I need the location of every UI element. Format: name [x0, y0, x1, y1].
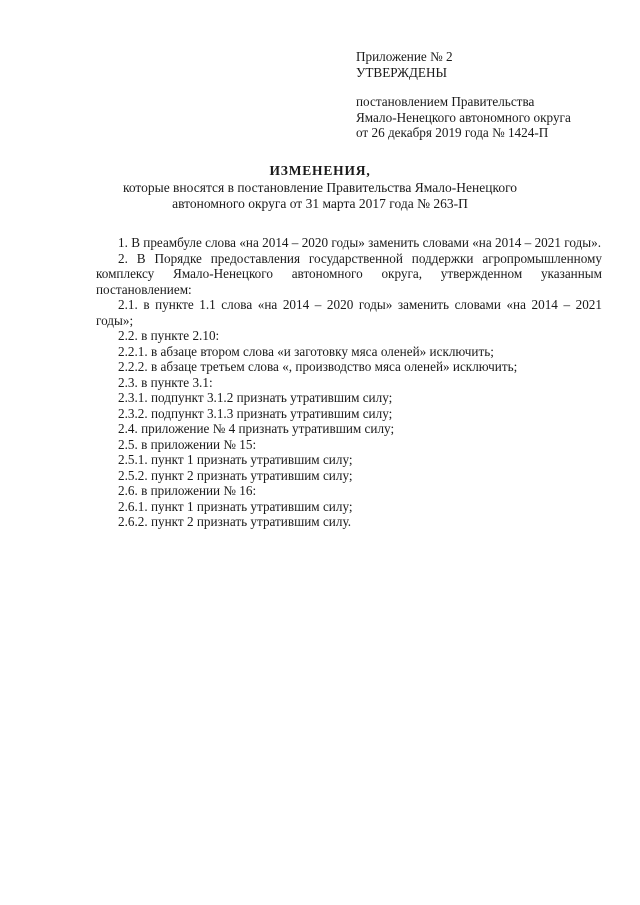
- item-2-6-1: 2.6.1. пункт 1 признать утратившим силу;: [118, 498, 353, 514]
- item-2-5-2: 2.5.2. пункт 2 признать утратившим силу;: [118, 467, 353, 483]
- item-2-6: 2.6. в приложении № 16:: [118, 483, 257, 498]
- approval-line-3: от 26 декабря 2019 года № 1424-П: [356, 125, 549, 140]
- title-subtitle-2: автономного округа от 31 марта 2017 года № 263-П: [172, 196, 468, 211]
- item-2-2: 2.2. в пункте 2.10:: [118, 328, 220, 343]
- title-heading: ИЗМЕНЕНИЯ,: [269, 163, 371, 178]
- item-2-3-2: 2.3.2. подпункт 3.1.3 признать утратившим силу;: [118, 405, 393, 421]
- item-2-2-2: 2.2.2. в абзаце третьем слова «, производство мяса оленей» исключить;: [118, 359, 518, 374]
- item-2: 2. В Порядке предоставления государственной поддержки агропромышленному комплексу Ямало-Ненецкого автономного округа, утвержденном указанным постановлением:: [96, 250, 602, 297]
- document-body: [96, 235, 602, 530]
- appendix-number: Приложение № 2: [356, 49, 453, 64]
- item-2-5-1: 2.5.1. пункт 1 признать утратившим силу;: [118, 452, 353, 467]
- item-2-1: 2.1. в пункте 1.1 слова «на 2014 – 2020 годы» заменить словами «на 2014 – 2021 годы»;: [96, 297, 602, 328]
- item-2-3-1: 2.3.1. подпункт 3.1.2 признать утратившим силу;: [118, 390, 393, 405]
- approval-block: [356, 49, 626, 141]
- item-1: 1. В преамбуле слова «на 2014 – 2020 годы» заменить словами «на 2014 – 2021 годы».: [118, 235, 601, 250]
- approval-spacer: [356, 80, 626, 94]
- title-subtitle-1: которые вносятся в постановление Правительства Ямало-Ненецкого: [122, 180, 518, 195]
- item-2-2-1: 2.2.1. в абзаце втором слова «и заготовку мяса оленей» исключить;: [118, 343, 494, 359]
- item-2-3: 2.3. в пункте 3.1:: [118, 374, 213, 390]
- approval-line-1: постановлением Правительства: [356, 94, 535, 109]
- approval-line-2: Ямало-Ненецкого автономного округа: [356, 109, 571, 125]
- document-title: [0, 163, 640, 212]
- item-2-5: 2.5. в приложении № 15:: [118, 436, 257, 452]
- item-2-4: 2.4. приложение № 4 признать утратившим силу;: [118, 421, 395, 436]
- approved-label: УТВЕРЖДЕНЫ: [356, 64, 448, 80]
- item-2-6-2: 2.6.2. пункт 2 признать утратившим силу.: [118, 514, 352, 529]
